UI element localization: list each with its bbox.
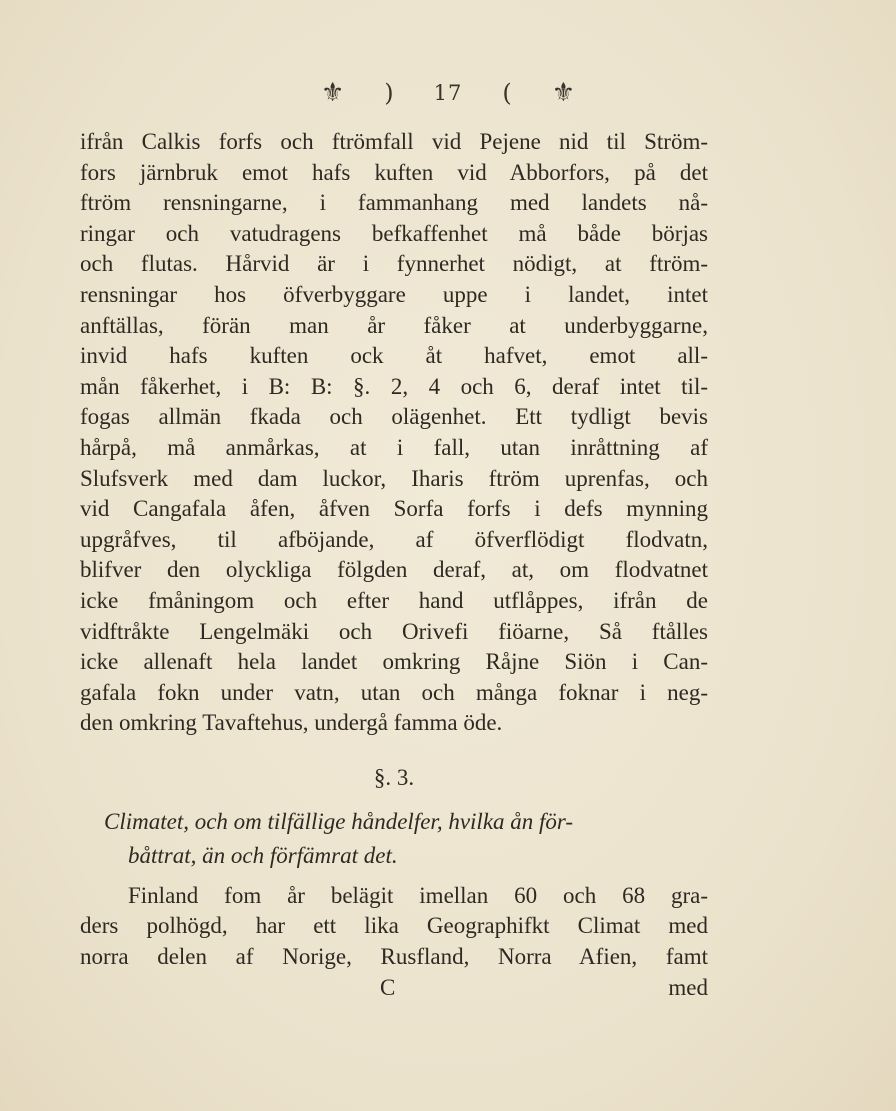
text-line: Slufsverk med dam luckor, Iharis ftröm uprenfas, och [80, 465, 708, 491]
text-line: invid hafs kuften ock åt hafvet, emot all- [80, 343, 708, 369]
text-line: Finland fom år belägit imellan 60 och 68 gra- [128, 882, 708, 908]
paragraph-2 [80, 881, 708, 973]
text-line: fogas allmän fkada och olägenhet. Ett tydligt bevis [80, 404, 708, 430]
text-line: ifrån Calkis forfs och ftrömfall vid Pejene nid til Ström- [80, 129, 708, 154]
page-body [80, 127, 708, 1003]
catchword: med [668, 974, 708, 1000]
text-line: rensningar hos öfverbyggare uppe i landet, intet [80, 281, 708, 307]
right-ornament-icon: ⚜ [551, 78, 576, 108]
text-line: anftällas, förän man år fåker at underbyggarne, [80, 312, 708, 338]
text-line: och flutas. Hårvid är i fynnerhet nödigt, at ftröm- [80, 251, 708, 277]
text-line: gafala fokn under vatn, utan och många foknar i neg- [80, 679, 708, 705]
text-line: norra delen af Norige, Rusfland, Norra Afien, famt [80, 944, 708, 970]
section-heading [80, 805, 708, 873]
text-line: den omkring Tavaftehus, undergå famma öde. [80, 710, 503, 736]
page-header [0, 76, 896, 110]
text-line: ringar och vatudragens befkaffenhet må både börjas [80, 220, 708, 246]
text-line: ders polhögd, har ett lika Geographifkt Climat med [80, 913, 708, 939]
left-paren: ) [384, 79, 394, 107]
text-line: blifver den olyckliga fölgden deraf, at, om flodvatnet [80, 557, 708, 583]
text-line: upgråfves, til afböjande, af öfverflödigt flodvatn, [80, 526, 708, 552]
text-line: vid Cangafala åfen, åfven Sorfa forfs i defs mynning [80, 496, 708, 522]
text-line: ftröm rensningarne, i fammanhang med landets nå- [80, 190, 708, 216]
text-line: fors järnbruk emot hafs kuften vid Abborfors, på det [80, 159, 708, 185]
right-paren: ( [502, 79, 512, 107]
left-ornament-icon: ⚜ [320, 78, 345, 108]
heading-line: Climatet, och om tilfällige håndelfer, hvilka ån för- [104, 808, 574, 834]
text-line: mån fåkerhet, i B: B: §. 2, 4 och 6, deraf intet til- [80, 373, 708, 399]
heading-line: båttrat, än och förfämrat det. [128, 842, 398, 868]
signature-mark: C [380, 974, 396, 1000]
text-line: icke allenaft hela landet omkring Råjne Siön i Can- [80, 649, 708, 675]
section-mark: §. 3. [373, 764, 415, 790]
page-number: 17 [433, 81, 463, 105]
text-line: hårpå, må anmårkas, at i fall, utan inråttning af [80, 434, 708, 460]
page-footer [80, 973, 708, 1004]
paragraph-1 [80, 127, 708, 739]
text-line: icke fmåningom och efter hand utflåppes, ifrån de [80, 587, 708, 613]
text-line: vidftråkte Lengelmäki och Orivefi fiöarne, Så ftålles [80, 618, 708, 644]
